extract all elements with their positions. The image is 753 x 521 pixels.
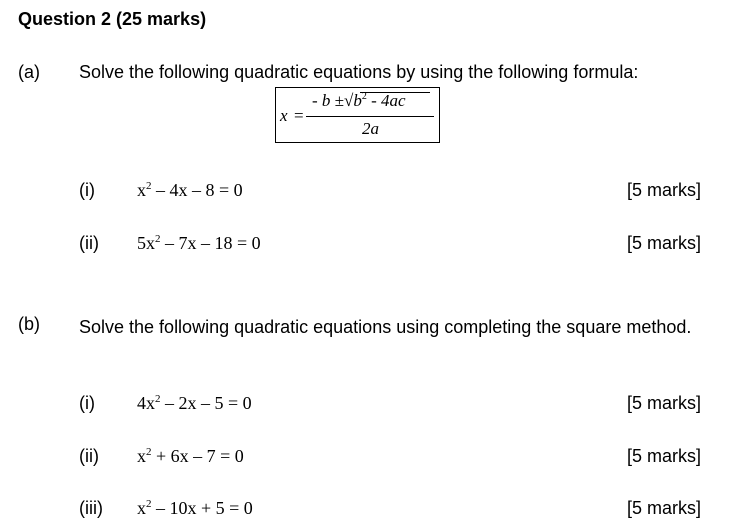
formula-lhs: x xyxy=(280,106,288,125)
eq-term: 4x xyxy=(137,393,155,413)
part-b-item-3-label: (iii) xyxy=(79,498,103,518)
part-b-label: (b) xyxy=(18,314,40,334)
part-b-item-2-marks: [5 marks] xyxy=(626,446,701,466)
part-a-item-2-marks: [5 marks] xyxy=(626,233,701,253)
formula-numerator-b: b xyxy=(353,91,362,110)
radical-bar xyxy=(360,92,430,93)
part-a-label: (a) xyxy=(18,62,40,82)
eq-rest: – 10x + 5 = 0 xyxy=(151,498,253,518)
part-a-item-2-label: (ii) xyxy=(79,233,99,253)
formula-equals: = xyxy=(294,106,304,125)
part-a-item-1-label: (i) xyxy=(79,180,95,200)
part-b-item-3-equation xyxy=(137,498,253,519)
fraction-line xyxy=(306,116,434,117)
eq-term: 5x xyxy=(137,233,155,253)
part-b-item-1-marks: [5 marks] xyxy=(626,393,701,413)
eq-term: x xyxy=(137,446,146,466)
eq-term: x xyxy=(137,498,146,518)
quadratic-formula-box xyxy=(275,87,440,143)
part-b-item-3-marks: [5 marks] xyxy=(626,498,701,518)
part-a-item-2-equation xyxy=(137,233,261,254)
part-a-item-1-equation xyxy=(137,180,243,201)
eq-rest: – 7x – 18 = 0 xyxy=(160,233,261,253)
eq-exponent: 2 xyxy=(155,233,161,245)
part-b-instruction: Solve the following quadratic equations using completing the square method. xyxy=(79,317,692,337)
part-b-item-1-label: (i) xyxy=(79,393,95,413)
formula-numerator xyxy=(312,91,406,111)
part-b-item-2-equation xyxy=(137,446,244,467)
formula-numerator-exp: 2 xyxy=(361,91,367,102)
eq-exponent: 2 xyxy=(146,180,152,192)
eq-rest: – 4x – 8 = 0 xyxy=(151,180,243,200)
eq-exponent: 2 xyxy=(155,393,161,405)
question-title: Question 2 (25 marks) xyxy=(18,9,207,29)
eq-exponent: 2 xyxy=(146,498,152,510)
part-a-item-1-marks: [5 marks] xyxy=(626,180,701,200)
part-a-instruction: Solve the following quadratic equations by using the following formula: xyxy=(79,62,639,82)
part-b-item-2-label: (ii) xyxy=(79,446,99,466)
eq-term: x xyxy=(137,180,146,200)
part-b-item-1-equation xyxy=(137,393,252,414)
eq-rest: + 6x – 7 = 0 xyxy=(151,446,244,466)
formula-numerator-post: - 4ac xyxy=(366,91,406,110)
formula-denominator: 2a xyxy=(362,119,379,138)
eq-exponent: 2 xyxy=(146,446,152,458)
formula-numerator-pre: - b ±√ xyxy=(312,91,354,110)
eq-rest: – 2x – 5 = 0 xyxy=(160,393,252,413)
